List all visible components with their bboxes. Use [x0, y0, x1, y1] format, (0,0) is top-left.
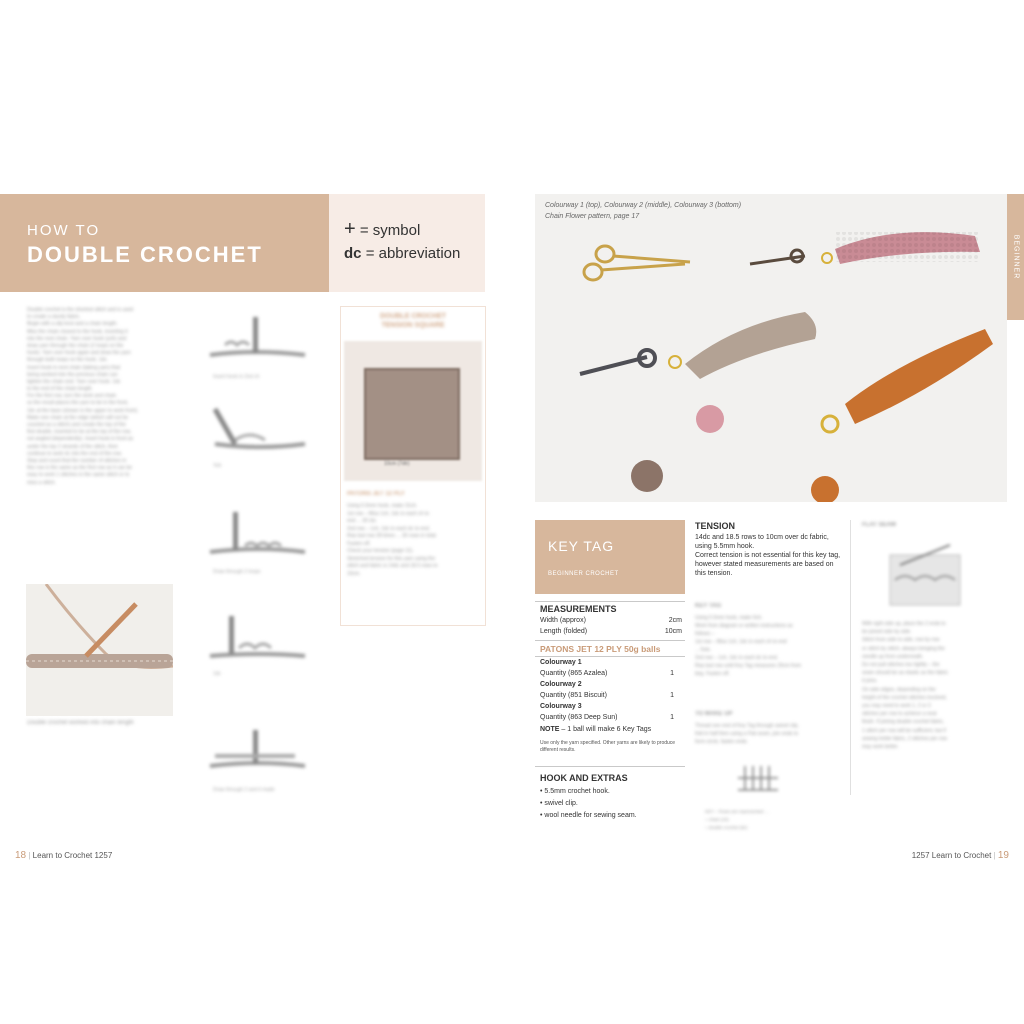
body-line: counted as a stitch) and create the top of the	[27, 422, 126, 428]
step-caption: Yoh	[213, 463, 222, 469]
keytag-header	[535, 520, 685, 594]
flat-seam-text	[862, 620, 992, 751]
tension-line: Using 5.5mm hook, make 31ch.	[347, 503, 418, 509]
step-illustration-3	[205, 510, 310, 575]
hook-diagram-icon	[205, 404, 310, 464]
body-line: Miss the chain closest to the hook, inserting it	[27, 328, 128, 335]
measurements-heading: MEASUREMENTS	[540, 604, 617, 614]
colourway-2: Colourway 2	[540, 681, 582, 688]
body-line: Double crochet is the shortest stitch and is used	[27, 307, 134, 313]
body-line: being worked into the previous chain can	[27, 371, 118, 378]
abbreviation-label: = abbreviation	[365, 245, 461, 262]
yarn-disclaimer	[540, 740, 685, 754]
stitch-chart-icon	[733, 760, 783, 795]
step-illustration-1	[205, 315, 310, 380]
tension-line: Fasten off.	[347, 540, 371, 547]
step-caption: 1dc	[213, 671, 222, 677]
footer-left: 18 | Learn to Crochet 1257	[15, 850, 113, 861]
symbol-legend	[329, 194, 485, 292]
body-line: tighten the chain end. Yarn over hook. 1dc	[27, 378, 121, 385]
tension-line: 2nd row – 1ch, 1dc in each dc to end.	[347, 525, 431, 532]
body-line: Begin with a slip knot and a chain length.	[27, 321, 118, 328]
symbol-label: = symbol	[359, 222, 421, 239]
needle-seam-icon	[880, 540, 970, 610]
seam-line: it joins.	[862, 678, 878, 685]
flat-seam-illustration	[880, 540, 970, 610]
body-line: not angled (dependently). Insert hook in front as	[27, 436, 134, 443]
seam-line: Stitch from side to side, row by row	[862, 637, 940, 644]
instruction-line: beg. Fasten off.	[695, 671, 730, 677]
dc-mark: dc	[344, 245, 362, 262]
colourway-2-qty	[540, 692, 682, 702]
qty-label: Quantity (863 Deep Sun)	[540, 714, 618, 721]
body-line: hook). Yarn over hook again and draw the yarn	[27, 350, 131, 357]
page-title: DOUBLE CROCHET	[27, 242, 263, 267]
square-measure-label: 10cm (7dtr)	[384, 461, 410, 467]
step-caption: Draw through 2 and it made	[213, 787, 275, 793]
seam-line: finish. If joining double crochet fabric,	[862, 719, 945, 726]
colourway-1-qty	[540, 670, 682, 680]
extras-item: • swivel clip.	[540, 800, 578, 807]
body-line: first double, inserted to be at the top of the row,	[27, 429, 132, 436]
tension-line: Correct tension is not essential for this key tag,	[695, 552, 841, 559]
body-line: Insert hook in next chain (taking yarn) that	[27, 364, 121, 371]
keytag-instructions-heading: KEY TAG	[695, 603, 722, 609]
seam-line: stitches per row to achieve a neat	[862, 711, 937, 718]
disclaimer-line: Use only the yarn specified. Other yarns are likely to produce	[540, 740, 676, 746]
tension-line: stitch and fabric is 14dc and 18.5 rows to	[347, 563, 438, 569]
makeup-text	[695, 722, 840, 746]
symbol-row	[344, 218, 420, 241]
instruction-line: ... 5sts.	[695, 647, 712, 653]
extras-list	[540, 786, 637, 822]
divider	[535, 766, 685, 767]
body-line: Make one chain at the edge (which will not be	[27, 414, 129, 421]
instruction-line: Using 5.5mm hook, make 6ch.	[695, 615, 763, 621]
page-number-left: 18	[15, 850, 27, 861]
instructions-text	[27, 307, 179, 487]
disclaimer-line: different results.	[540, 747, 576, 753]
key-tags-image	[535, 194, 1007, 502]
body-line: Stop and count that the number of stitches in	[27, 457, 127, 464]
keytag-photo	[535, 194, 1007, 502]
makeup-line: Thread one end of Key Tag through swivel clip,	[695, 723, 799, 729]
tension-line: 14dc and 18.5 rows to 10cm over dc fabric,	[695, 534, 829, 541]
step-illustration-5	[205, 728, 310, 793]
seam-line: 1 stitch per row will be sufficient, but if	[862, 727, 946, 734]
extras-text: 5.5mm crochet hook.	[544, 788, 610, 795]
tension-line: however stated measurements are based on	[695, 561, 834, 568]
note-row	[540, 726, 682, 736]
length-value: 10cm	[664, 628, 682, 635]
flat-seam-heading: FLAT SEAM	[862, 522, 896, 528]
step-caption: Insert hook in 2nd ch	[213, 374, 260, 380]
key-line: = chain (ch)	[705, 817, 729, 822]
tension-line: using 5.5mm hook.	[695, 543, 755, 550]
extras-item: • 5.5mm crochet hook.	[540, 788, 610, 795]
body-line: to the end of the chain length.	[27, 386, 93, 393]
seam-line: or stitch by stitch, always bringing the	[862, 645, 945, 652]
title-band	[0, 194, 329, 292]
column-divider	[850, 520, 851, 795]
photo-caption-1: Colourway 1 (top), Colourway 2 (middle), Colourway 3 (bottom)	[545, 202, 742, 209]
step-illustration-2	[205, 404, 310, 469]
hook-diagram-icon	[205, 728, 310, 783]
tension-yarn-label: PATONS JET 12 PLY	[347, 491, 405, 497]
tension-swatch	[344, 341, 482, 481]
seam-line: On side edges, depending on the	[862, 686, 936, 693]
tension-line: 1st row – Miss 1ch, 1dc in each ch to	[347, 510, 429, 517]
crochet-photo	[26, 584, 173, 716]
qty-label: Quantity (851 Biscuit)	[540, 692, 607, 699]
page-number-right: 19	[997, 850, 1009, 861]
step-illustration-4	[205, 612, 310, 677]
note-text: – 1 ball will make 6 Key Tags	[561, 726, 652, 733]
instruction-line: Rep last row until Key Tag measures 20cm from	[695, 663, 802, 669]
qty-value: 1	[670, 692, 674, 699]
footer-title-right: 1257 Learn to Crochet	[911, 851, 992, 860]
tension-heading: TENSION	[695, 521, 736, 531]
footer-title-left: Learn to Crochet 1257	[32, 851, 113, 860]
stitch-diagram	[733, 760, 783, 795]
tension-title-2: TENSION SQUARE	[381, 322, 445, 329]
width-row	[540, 617, 682, 627]
extras-item: • wool needle for sewing seam.	[540, 812, 637, 819]
body-line: miss a stitch.	[27, 479, 56, 486]
tab-label: BEGINNER	[1012, 234, 1019, 280]
note-label: NOTE	[540, 726, 560, 733]
qty-value: 1	[670, 714, 674, 721]
seam-line: seam should be as elastic as the fabric	[862, 670, 949, 677]
seam-line: may work better.	[862, 744, 899, 751]
colourway-3: Colourway 3	[540, 703, 582, 710]
tension-text	[695, 533, 845, 578]
body-line: draw yarn through the chain (2 loops on the	[27, 342, 124, 349]
tension-instructions	[347, 503, 479, 578]
instruction-line: follows –	[695, 631, 715, 637]
seam-line: sewing treble fabric, 2 stitches per row	[862, 735, 948, 742]
body-line: through both loops on the hook. 1dc.	[27, 357, 109, 364]
abbreviation-row	[344, 245, 460, 262]
body-line: easy to work 1 stitches in the same stitch or to	[27, 472, 130, 479]
length-row	[540, 628, 682, 638]
seam-line: you may need to work 1, 2 or 3	[862, 703, 931, 710]
photo-caption: Double crochet worked into chain length	[27, 720, 134, 726]
divider	[535, 640, 685, 641]
tension-line: Stretched tension for this yarn using the	[347, 555, 436, 562]
tension-line: end ... 30 sts.	[347, 518, 378, 524]
body-line: so the result places the yarn to be in the front,	[27, 400, 129, 407]
hook-diagram-icon	[205, 315, 310, 370]
plus-symbol-icon: +	[344, 218, 356, 240]
title-line-1: HOW TO	[27, 222, 101, 239]
makeup-line: fold in half then using a Flat seam, join ends to	[695, 731, 799, 737]
tension-line: this tension.	[695, 570, 733, 577]
instruction-line: 1st row – Miss 1ch, 1dc in each ch to end	[695, 639, 787, 645]
seam-line: Do not pull stitches too tightly – the	[862, 662, 940, 669]
hook-diagram-icon	[205, 612, 310, 672]
body-line: this row is the same as the first row as it can be	[27, 465, 133, 472]
extras-text: swivel clip.	[544, 800, 578, 807]
diagram-key	[705, 808, 769, 832]
divider	[535, 656, 685, 657]
photo-caption-2: Chain Flower pattern, page 17	[545, 213, 640, 220]
instruction-line: Work from diagram or written instructions as	[695, 623, 793, 629]
length-label: Length (folded)	[540, 628, 588, 635]
body-line: into the next chain. Yarn over hook (yoh) and	[27, 335, 127, 342]
footer-right: 1257 Learn to Crochet | 19	[911, 850, 1009, 861]
qty-value: 1	[670, 670, 674, 677]
keytag-subtitle: BEGINNER CROCHET	[548, 571, 619, 577]
qty-label: Quantity (865 Azalea)	[540, 670, 608, 677]
tension-line: Rep last row 28 times ... 30 rows in total.	[347, 533, 438, 539]
extras-text: wool needle for sewing seam.	[544, 812, 637, 819]
tension-line: Check your tension (page 11).	[347, 548, 414, 554]
instruction-line: 2nd row – 1ch, 1dc in each dc to end.	[695, 655, 779, 661]
tension-title-1: DOUBLE CROCHET	[379, 313, 447, 320]
width-label: Width (approx)	[540, 617, 586, 624]
seam-line: needle up from underneath.	[862, 653, 924, 660]
seam-line: With right side up, place the 2 ends to	[862, 621, 946, 627]
section-tab	[1007, 194, 1024, 320]
body-line: 1dc at the base (shown in the upper to work from).	[27, 407, 139, 414]
keytag-instructions	[695, 614, 840, 678]
tension-line: 10cm.	[347, 570, 361, 577]
makeup-line: form circle, fasten ends.	[695, 739, 749, 745]
hook-diagram-icon	[205, 510, 310, 570]
colourway-1: Colourway 1	[540, 659, 582, 666]
body-line: under the top 2 strands of the stitch, then	[27, 443, 118, 450]
colourway-3-qty	[540, 714, 682, 724]
crochet-sample-image	[26, 584, 173, 716]
step-caption: Draw through 2 loops	[213, 569, 261, 575]
key-line: KEY – Rows are represented …	[705, 809, 769, 814]
body-line: continue to work dc into the rest of the row.	[27, 450, 123, 457]
divider	[535, 601, 685, 602]
body-line: For the first row, turn the work and chain	[27, 393, 117, 400]
seam-line: be joined side by side.	[862, 629, 912, 636]
keytag-title: KEY TAG	[548, 538, 615, 554]
swatch-square	[364, 368, 460, 460]
key-line: = double crochet (dc)	[705, 825, 748, 830]
tension-square-box	[340, 306, 486, 626]
width-value: 2cm	[668, 617, 682, 624]
makeup-heading: TO MAKE UP	[695, 711, 733, 717]
yarn-heading: PATONS JET 12 PLY 50g balls	[540, 644, 661, 654]
body-line: to create a sturdy fabric.	[27, 314, 81, 321]
seam-line: height of the crochet stitches involved,	[862, 694, 947, 701]
hook-heading: HOOK AND EXTRAS	[540, 773, 628, 783]
